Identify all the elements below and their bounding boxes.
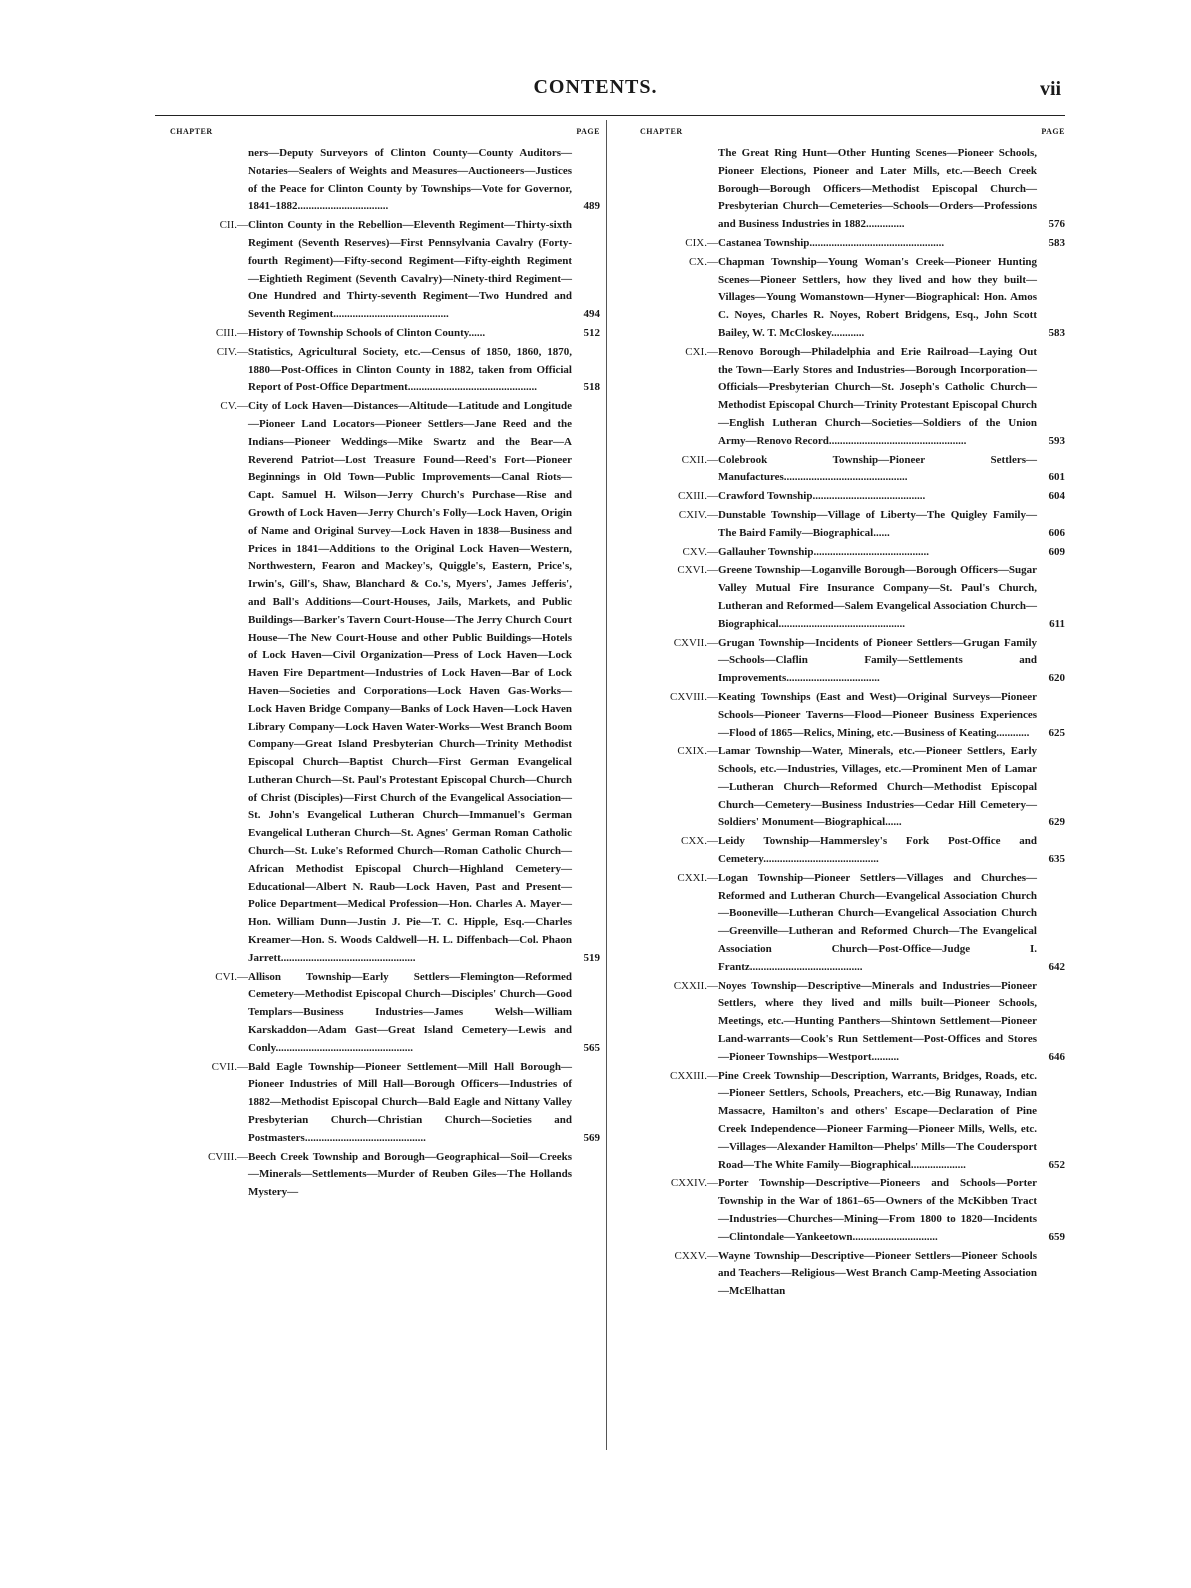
toc-entry [170,217,600,324]
page-number: 635 [1048,853,1065,866]
page-number: 642 [1048,960,1065,973]
page-number: 611 [1049,617,1065,630]
roman-page-number: vii [1040,78,1062,100]
chapter-title: ners—Deputy Surveyors of Clinton County—County Auditors—Notaries—Sealers of Weights and Measures—Auctioneers—Justices of the Peace for Clinton County by Townships—Vote for Governor, 1841–1882................................. [248,147,572,213]
toc-entry [170,1059,600,1148]
chapter-number: CXVI.— [677,564,718,577]
chapter-number: CV.— [220,400,248,413]
chapter-number: CXI.— [685,345,718,358]
toc-entry [640,978,1065,1067]
toc-entry [640,689,1065,742]
page-number: 576 [1048,218,1065,231]
chapter-number: CIV.— [216,345,248,358]
chapter-title: Noyes Township—Descriptive—Minerals and Industries—Pioneer Settlers, where they lived and mills built—Pioneer Schools, Meetings, etc.—Hunting Panthers—Shintown Settlement—Pioneer Land-warrants—Cook's Run Settlement—Post-Offices and Stores—Pioneer Townships—Westport.......... [718,979,1037,1063]
toc-entry [640,1248,1065,1301]
right-entries [640,145,1065,1301]
page-number: 519 [583,951,600,964]
toc-entry [640,562,1065,633]
chapter-title: Greene Township—Loganville Borough—Borough Officers—Sugar Valley Mutual Fire Insurance Company—St. Paul's Church, Lutheran and Reformed—Salem Evangelical Association Church—Biographical.............................................. [718,564,1037,630]
page-number: 604 [1048,490,1065,503]
toc-entry [640,544,1065,562]
page-number: 518 [583,381,600,394]
toc-entry [170,325,600,343]
toc-entry [170,145,600,216]
toc-entry [640,254,1065,343]
page-number: 606 [1048,526,1065,539]
chapter-number: CXIII.— [677,490,718,503]
chapter-title: Pine Creek Township—Description, Warrants, Bridges, Roads, etc.—Pioneer Settlers, Schools, Preachers, etc.—Big Runaway, Indian Massacre, Hamilton's and others' Escape—Declaration of Pine Creek Independence—Pioneer Farming—Pioneer Mills, Wells, etc.—Villages—Alexander Hamilton—Phelps' Mills—The Coudersport Road—The White Family—Biographical.................... [718,1069,1037,1171]
page-number: 512 [583,326,600,339]
chapter-title: Chapman Township—Young Woman's Creek—Pioneer Hunting Scenes—Pioneer Settlers, how they lived and how they built—Villages—Young Womanstown—Hyner—Biographical: Hon. Amos C. Noyes, Charles R. Noyes, Robert Bridgens, Esq., John Scott Bailey, W. T. McCloskey............ [718,255,1037,339]
chapter-number: CXII.— [681,453,718,466]
chapter-title: History of Township Schools of Clinton County...... [248,326,486,339]
page-number: 601 [1048,471,1065,484]
toc-entry [640,1175,1065,1246]
chapter-title: Clinton County in the Rebellion—Eleventh Regiment—Thirty-sixth Regiment (Seventh Reserves)—First Pennsylvania Cavalry (Forty-fourth Regiment)—Fifty-second Regiment—Fifty-eighth Regiment—Eightieth Regiment (Seventh Cavalry)—Ninety-third Regiment—One Hundred and Thirty-seventh Regiment—Two Hundred and Seventh Regiment.......................................... [248,219,572,321]
chapter-number: CXXIV.— [670,1177,718,1190]
chapter-title: Colebrook Township—Pioneer Settlers—Manufactures............................................. [718,453,1037,484]
chapter-title: Castanea Township................................................. [718,236,945,249]
chapter-title: Crawford Township......................................... [718,490,926,503]
toc-entry [170,1149,600,1202]
chapter-number: CXXIII.— [670,1069,718,1082]
column-divider [606,120,607,1450]
left-column [170,127,600,1203]
page-number: 659 [1048,1230,1065,1243]
page-number: 609 [1048,545,1065,558]
page-number: 569 [583,1131,600,1144]
chapter-title: Allison Township—Early Settlers—Flemington—Reformed Cemetery—Methodist Episcopal Church—Disciples' Church—Good Templars—Business Industries—James Welsh—William Karskaddon—Adam Gast—Great Island Cemetery—Lewis and Conly.................................................. [248,970,572,1054]
chapter-title: Leidy Township—Hammersley's Fork Post-Office and Cemetery.......................................... [718,835,1037,866]
page-number: 583 [1048,236,1065,249]
page-number: 620 [1048,672,1065,685]
toc-entry [640,743,1065,832]
chapter-number: CXVII.— [673,636,718,649]
toc-entry [170,344,600,397]
chapter-title: Dunstable Township—Village of Liberty—The Quigley Family—The Baird Family—Biographical...... [718,508,1037,539]
chapter-title: Beech Creek Township and Borough—Geographical—Soil—Creeks—Minerals—Settlements—Murder of Reuben Giles—The Hollands Mystery— [248,1150,572,1199]
page-number: 625 [1048,726,1065,739]
page-number: 646 [1048,1050,1065,1063]
chapter-number: CXIX.— [677,745,718,758]
chapter-title: Gallauher Township.......................................... [718,545,929,558]
toc-entry [640,452,1065,488]
toc-entry [640,833,1065,869]
toc-entry [170,398,600,968]
page-label: PAGE [576,127,600,136]
header-rule [155,115,1065,116]
chapter-number: CXV.— [682,545,718,558]
chapter-number: CIX.— [685,236,718,249]
chapter-number: CXVIII.— [670,690,718,703]
page-number: 629 [1048,816,1065,829]
chapter-number: CVI.— [215,970,248,983]
chapter-number: CIII.— [215,326,248,339]
toc-entry [170,969,600,1058]
chapter-title: Grugan Township—Incidents of Pioneer Settlers—Grugan Family—Schools—Claflin Family—Settlements and Improvements.................................. [718,636,1037,685]
chapter-label: CHAPTER [170,127,213,136]
page-number: 652 [1048,1158,1065,1171]
chapter-title: City of Lock Haven—Distances—Altitude—Latitude and Longitude—Pioneer Land Locators—Pioneer Settlers—Jane Reed and the Indians—Pioneer Weddings—Mike Swartz and the Bear—A Reverend Patriot—Lost Treasure Found—Reed's Fort—Pioneer Beginnings in Old Town—Public Improvements—Canal Riots—Capt. Samuel H. Wilson—Jerry Church's Purchase—Rise and Growth of Lock Haven—Jerry Church's Folly—Lock Haven, Origin of Name and Original Survey—Lock Haven in 1838—Business and Prices in 1841—Additions to the Original Lock Haven—Western, Northwestern, Fearon and Mackey's, Quiggle's, Eastern, Price's, Irwin's, Gill's, Shaw, Blanchard & Co.'s, Myers', James Jefferis', and Ball's Additions—Court-Houses, Jails, Markets, and Public Buildings—Barker's Tavern Court-House—The Jerry Church Court House—The New Court-House and other Public Buildings—Hotels of Lock Haven—Civil Organization—Press of Lock Haven—Lock Haven Fire Department—Industries of Lock Haven—Bar of Lock Haven—Societies and Corporations—Lock Haven Gas-Works—Lock Haven Bridge Company—Banks of Lock Haven—Lock Haven Library Company—Lock Haven Water-Works—West Branch Boom Company—Great Island Presbyterian Church—Trinity Methodist Episcopal Church—Baptist Church—First German Evangelical Lutheran Church—St. Paul's Protestant Episcopal Church—Church of Christ (Disciples)—First Church of the Evangelical Association—St. John's Evangelical Lutheran Church—Immanuel's German Evangelical Lutheran Church—St. Agnes' German Roman Catholic Church—St. Luke's Reformed Church—Roman Catholic Church—African Methodist Episcopal Church—Highland Cemetery—Educational—Albert N. Raub—Lock Haven, Past and Present—Police Department—Medical Profession—Hon. Charles A. Mayer—Hon. William Dunn—Justin J. Pie—T. C. Hipple, Esq.—Charles Kreamer—Hon. S. Woods Caldwell—H. L. Diffenbach—Col. Phaon Jarrett................................................. [248,400,572,964]
chapter-title: Wayne Township—Descriptive—Pioneer Settlers—Pioneer Schools and Teachers—Religious—West Branch Camp-Meeting Association—McElhattan [718,1249,1037,1298]
toc-entry [640,145,1065,234]
page-number: 593 [1048,434,1065,447]
chapter-title: Statistics, Agricultural Society, etc.—Census of 1850, 1860, 1870, 1880—Post-Offices in Clinton County in 1882, taken from Official Report of Post-Office Department............................................... [248,345,572,394]
chapter-number: CXX.— [681,835,718,848]
toc-entry [640,870,1065,977]
chapter-number: CVIII.— [207,1150,248,1163]
chapter-number: CXXII.— [673,979,718,992]
page-number: 583 [1048,326,1065,339]
chapter-number: CXXV.— [674,1249,718,1262]
chapter-number: CXXI.— [677,871,718,884]
right-column [640,127,1065,1302]
chapter-number: CVII.— [211,1060,248,1073]
toc-entry [640,635,1065,688]
toc-entry [640,344,1065,451]
toc-entry [640,488,1065,506]
chapter-title: The Great Ring Hunt—Other Hunting Scenes—Pioneer Schools, Pioneer Elections, Pioneer and Later Mills, etc.—Beech Creek Borough—Borough Officers—Methodist Episcopal Church—Presbyterian Church—Cemeteries—Schools—Orders—Professions and Business Industries in 1882.............. [718,147,1037,231]
page-label: PAGE [1041,127,1065,136]
page-number: 494 [583,308,600,321]
chapter-title: Bald Eagle Township—Pioneer Settlement—Mill Hall Borough—Pioneer Industries of Mill Hall—Borough Officers—Industries of 1882—Methodist Episcopal Church—Bald Eagle and Nittany Valley Presbyterian Church—Christian Church—Societies and Postmasters............................................ [248,1060,572,1144]
chapter-title: Lamar Township—Water, Minerals, etc.—Pioneer Settlers, Early Schools, etc.—Industries, Villages, etc.—Prominent Men of Lamar—Lutheran Church—Reformed Church—Methodist Episcopal Church—Cemetery—Business Industries—Cedar Hill Cemetery—Soldiers' Monument—Biographical...... [718,745,1037,829]
chapter-label: CHAPTER [640,127,683,136]
chapter-title: Porter Township—Descriptive—Pioneers and Schools—Porter Township in the War of 1861–65—Owners of the McKibben Tract—Industries—Churches—Mining—From 1800 to 1820—Incidents—Clintondale—Yankeetown............................... [718,1177,1037,1243]
toc-entry [640,1068,1065,1175]
chapter-title: Renovo Borough—Philadelphia and Erie Railroad—Laying Out the Town—Early Stores and Industries—Borough Incorporation—Officials—Presbyterian Church—St. Joseph's Catholic Church—Methodist Episcopal Church—Trinity Protestant Episcopal Church—English Lutheran Church—Societies—Soldiers of the Union Army—Renovo Record.................................................. [718,345,1037,447]
page-title: CONTENTS. [533,76,658,98]
page-number: 565 [583,1041,600,1054]
toc-entry [640,235,1065,253]
chapter-number: CX.— [688,255,718,268]
page-number: 489 [583,200,600,213]
chapter-number: CXIV.— [678,508,718,521]
chapter-title: Logan Township—Pioneer Settlers—Villages and Churches—Reformed and Lutheran Church—Evangelical Association Church—Booneville—Lutheran Church—Evangelical Association Church—Greenville—Lutheran and Reformed Church—The Evangelical Association Church—Post-Office—Judge I. Frantz......................................... [718,871,1037,973]
right-column-header [640,127,1065,143]
left-entries [170,145,600,1202]
chapter-number: CII.— [219,219,248,232]
toc-entry [640,507,1065,543]
left-column-header [170,127,600,143]
chapter-title: Keating Townships (East and West)—Original Surveys—Pioneer Schools—Pioneer Taverns—Flood—Pioneer Business Experiences—Flood of 1865—Relics, Mining, etc.—Business of Keating............ [718,690,1037,739]
